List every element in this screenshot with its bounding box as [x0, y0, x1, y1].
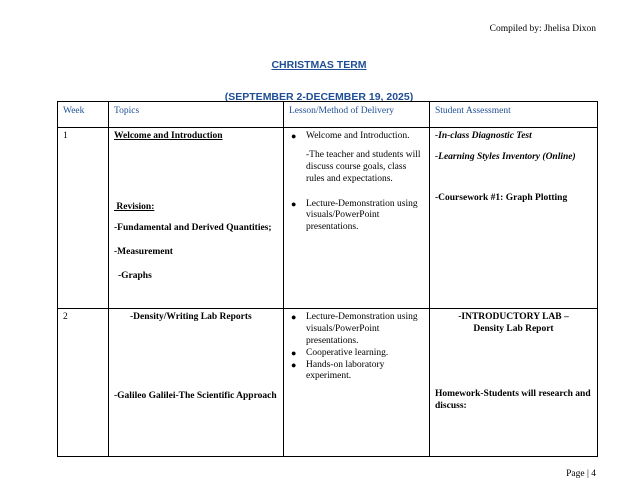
table-row	[58, 309, 598, 457]
assessment-item: -In-class Diagnostic Test	[435, 131, 532, 141]
header-assessment: Student Assessment	[430, 102, 598, 128]
term-dates: (SEPTEMBER 2-DECEMBER 19, 2025)	[224, 91, 414, 103]
topic-main: Welcome and Introduction	[114, 131, 223, 141]
bullet-icon: ●	[291, 198, 297, 209]
table-row	[58, 128, 598, 309]
bullet-icon: ●	[291, 359, 297, 370]
delivery-note: -The teacher and students will discuss course goals, class rules and expectations.	[306, 149, 421, 184]
list-item: ● Welcome and Introduction.	[291, 131, 410, 141]
compiled-by: Compiled by: Jhelisa Dixon	[489, 24, 596, 34]
term-title: CHRISTMAS TERM	[271, 59, 367, 71]
assessment-item: Homework-Students will research and discuss:	[435, 388, 591, 411]
header-week: Week	[58, 102, 109, 128]
table-header-row	[58, 102, 598, 128]
assessment-cell	[430, 128, 598, 309]
revision-item: -Measurement	[114, 246, 173, 257]
list-item: ● Cooperative learning.	[291, 347, 389, 358]
list-item: ● Lecture-Demonstration using visuals/PowerPoint presentations.	[291, 312, 418, 346]
delivery-cell	[284, 128, 430, 309]
assessment-item: -Learning Styles Inventory (Online)	[435, 151, 576, 162]
list-item: ● Hands-on laboratory experiment.	[291, 359, 385, 382]
revision-item: -Graphs	[118, 270, 152, 281]
lesson-plan-table	[57, 101, 598, 457]
revision-item: -Fundamental and Derived Quantities;	[114, 222, 272, 233]
list-item: ● Lecture-Demonstration using visuals/PowerPoint presentations.	[291, 198, 418, 233]
revision-label: Revision:	[114, 201, 155, 212]
delivery-cell	[284, 309, 430, 457]
assessment-cell	[430, 309, 598, 457]
bullet-icon: ●	[291, 312, 297, 322]
topics-cell	[109, 128, 284, 309]
topics-cell	[109, 309, 284, 457]
header-topics: Topics	[109, 102, 284, 128]
bullet-icon: ●	[291, 131, 297, 141]
header-delivery: Lesson/Method of Delivery	[284, 102, 430, 128]
assessment-item: -INTRODUCTORY LAB – Density Lab Report	[458, 312, 569, 334]
page-number: Page | 4	[566, 469, 596, 479]
topic-secondary: -Galileo Galilei-The Scientific Approach	[114, 390, 277, 401]
week-cell: 1	[58, 128, 109, 309]
bullet-icon: ●	[291, 347, 297, 358]
assessment-item: -Coursework #1: Graph Plotting	[435, 192, 568, 203]
week-cell: 2	[58, 309, 109, 457]
topic-main: -Density/Writing Lab Reports	[130, 312, 252, 322]
